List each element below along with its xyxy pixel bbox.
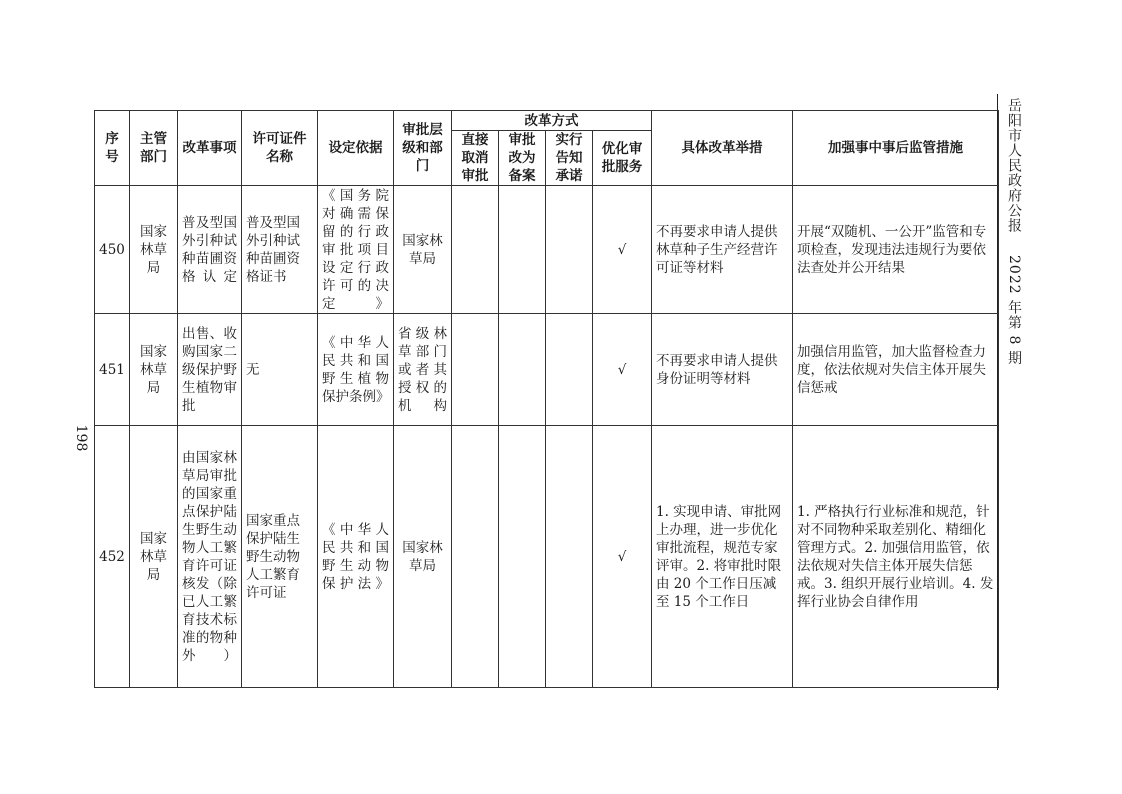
cell-measures: 1. 实现申请、审批网上办理，进一步优化审批流程，规范专家评审。2. 将审批时限由 20 个工作日压减至 15 个工作日 [652,426,793,688]
cell-filing [499,426,546,688]
cell-seq: 450 [95,186,130,314]
table-row [95,186,999,314]
header-reform-method: 改革方式 [452,111,652,131]
cell-level: 省级林草部门或者其授权的机构 [394,314,452,426]
cell-seq: 451 [95,314,130,426]
cell-filing [499,186,546,314]
cell-level: 国家林草局 [394,186,452,314]
cell-cancel [452,314,499,426]
cell-supervision: 1. 严格执行行业标准和规范，针对不同物种采取差别化、精细化管理方式。2. 加强信用监管，依法依规对失信主体开展失信惩戒。3. 组织开展行业培训。4. 发挥行业协会自律作用 [793,426,999,688]
table-row [95,426,999,688]
header-supervision: 加强事中事后监管措施 [793,111,999,186]
cell-basis: 《中华人民共和国野生植物保护条例》 [318,314,394,426]
cell-cancel [452,186,499,314]
publication-title: 岳阳市人民政府公报 [1006,98,1022,233]
cell-optimize: √ [593,186,652,314]
header-level: 审批层级和部门 [394,111,452,186]
cell-license: 普及型国外引种试种苗圃资格证书 [242,186,318,314]
cell-level: 国家林草局 [394,426,452,688]
cell-cancel [452,426,499,688]
cell-supervision: 开展“双随机、一公开”监管和专项检查，发现违法违规行为要依法查处并公开结果 [793,186,999,314]
cell-license: 无 [242,314,318,426]
header-cancel: 直接取消审批 [452,131,499,186]
header-dept: 主管部门 [130,111,178,186]
cell-notify [546,314,593,426]
cell-measures: 不再要求申请人提供林草种子生产经营许可证等材料 [652,186,793,314]
issue-label: 2022 年第 8 期 [1006,255,1022,366]
cell-notify [546,426,593,688]
header-license: 许可证件名称 [242,111,318,186]
cell-optimize: √ [593,314,652,426]
header-measures: 具体改革举措 [652,111,793,186]
publication-header [1004,98,1024,366]
cell-license: 国家重点保护陆生野生动物人工繁育许可证 [242,426,318,688]
header-item: 改革事项 [178,111,242,186]
cell-seq: 452 [95,426,130,688]
reform-items-table [94,110,999,688]
table-row [95,314,999,426]
header-optimize: 优化审批服务 [593,131,652,186]
cell-supervision: 加强信用监管，加大监督检查力度，依法依规对失信主体开展失信惩戒 [793,314,999,426]
cell-basis: 《中华人民共和国野生动物保护法》 [318,426,394,688]
header-seq: 序号 [95,111,130,186]
page-number: 198 [73,424,89,452]
cell-item: 出售、收购国家二级保护野生植物审批 [178,314,242,426]
header-filing: 审批改为备案 [499,131,546,186]
cell-basis: 《国务院对确需保留的行政审批项目设定行政许可的决定》 [318,186,394,314]
cell-item: 普及型国外引种试种苗圃资格认定 [178,186,242,314]
cell-dept: 国家林草局 [130,314,178,426]
cell-filing [499,314,546,426]
cell-item: 由国家林草局审批的国家重点保护陆生野生动物人工繁育许可证核发（除已人工繁育技术标准的物种外） [178,426,242,688]
header-basis: 设定依据 [318,111,394,186]
cell-measures: 不再要求申请人提供身份证明等材料 [652,314,793,426]
header-notify: 实行告知承诺 [546,131,593,186]
cell-notify [546,186,593,314]
cell-dept: 国家林草局 [130,186,178,314]
cell-dept: 国家林草局 [130,426,178,688]
cell-optimize: √ [593,426,652,688]
